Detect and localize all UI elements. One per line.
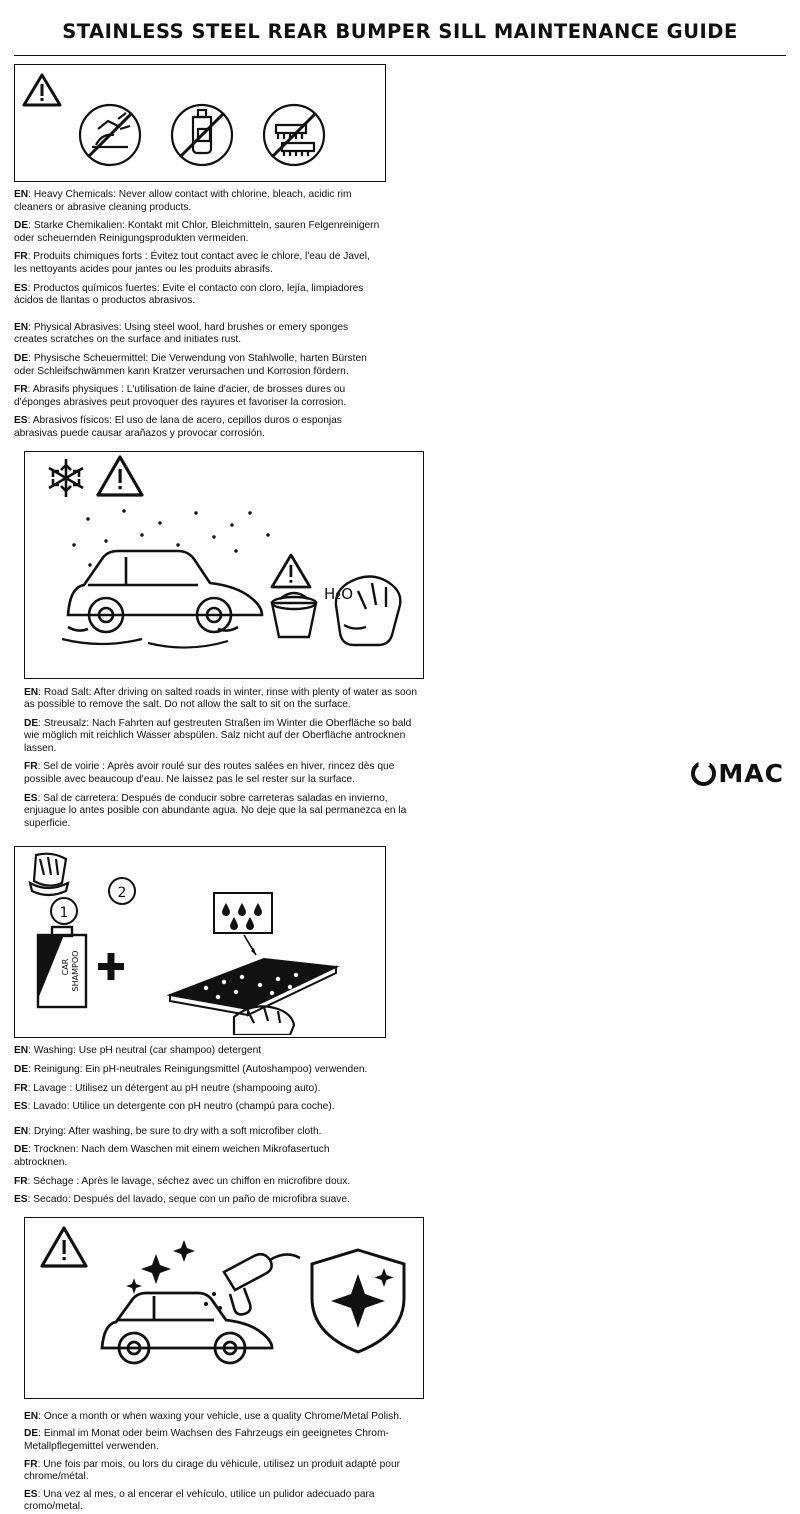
lang-label-fr: FR (14, 1175, 28, 1187)
polish-column (24, 1217, 424, 1514)
lang-label-de: DE (14, 220, 29, 232)
lang-label-de: DE (14, 352, 29, 364)
lang-label-fr: FR (14, 251, 28, 263)
svg-text:CAR: CAR (61, 959, 70, 976)
washing-fr: Lavage : Utilisez un détergent au pH neutre (shampooing auto). (33, 1082, 321, 1094)
road-salt-en: Road Salt: After driving on salted roads in winter, rinse with plenty of water as soon as possible to remove the salt. Do not allow the salt to sit on the surface. (24, 686, 417, 711)
shampoo-bottle-icon (38, 927, 86, 1007)
polish-text: EN: Once a month or when waxing your vehicle, use a quality Chrome/Metal Polish. DE: Einmal im Monat oder beim Wachsen des Fahrzeugs ein geeignetes Chrom-Metallpflegemittel verwenden. FR: Une fois par mois, ou lors du cirage du véhicule, utilisez un produit adapté pour chrome/métal. ES: Una vez al mes, o al encerar el vehículo, utilice un pulidor adecuado para cromo/metal. (24, 1410, 402, 1513)
lang-label-es: ES (14, 282, 28, 294)
washing-es: Lavado: Utilice un detergente con pH neutro (champú para coche). (33, 1101, 335, 1113)
lang-label-en: EN (24, 1410, 39, 1422)
drying-text: EN: Drying: After washing, be sure to dry with a soft microfiber cloth. DE: Trocknen: Nach dem Waschen mit einem weichen Mikrofasertuch abtrocknen. FR: Séchage : Après le lavage, séchez avec un chiffon en microfibre doux. ES: Secado: Después del lavado, seque con un paño de microfibra suave. (14, 1125, 351, 1206)
polisher-icon (224, 1254, 300, 1314)
shield-inner-sparkle-icon (331, 1268, 394, 1328)
lang-label-es: ES (14, 1101, 28, 1113)
microfiber-cloth-icon (30, 854, 68, 895)
lang-label-es: ES (14, 415, 28, 427)
drying-es: Secado: Después del lavado, seque con un paño de microfibra suave. (33, 1194, 350, 1206)
lang-label-de: DE (14, 1064, 29, 1076)
lang-label-es: ES (14, 1194, 28, 1206)
heavy-chemicals-illustration (14, 64, 386, 182)
lang-label-de: DE (14, 1144, 29, 1156)
road-salt-fr: Sel de voirie : Après avoir roulé sur des routes salées en hiver, rincez dès que possible avec beaucoup d'eau. Ne laissez pas le sel rester sur la surface. (24, 761, 395, 786)
water-bucket-icon (272, 593, 316, 637)
page-title: STAINLESS STEEL REAR BUMPER SILL MAINTENANCE GUIDE (62, 20, 738, 43)
lang-label-es: ES (24, 1488, 38, 1500)
svg-text:1: 1 (59, 905, 69, 922)
polish-fr: Une fois par mois, ou lors du cirage du véhicule, utilisez un produit adapté pour chrome/métal. (24, 1458, 401, 1483)
sparkle-icon (126, 1240, 195, 1294)
left-column (14, 64, 386, 451)
washing-en: Washing: Use pH neutral (car shampoo) detergent (33, 1045, 262, 1057)
heavy-chemicals-de: Starke Chemikalien: Kontakt mit Chlor, Bleichmitteln, sauren Felgenreinigern oder scheuernden Reinigungsprodukten vermeiden. (14, 220, 380, 244)
lang-label-en: EN (14, 321, 29, 333)
polish-es: Una vez al mes, o al encerar el vehículo, utilice un pulidor adecuado para cromo/metal. (24, 1488, 375, 1513)
heavy-chemicals-text: EN: Heavy Chemicals: Never allow contact with chlorine, bleach, acidic rim cleaners or abrasive cleaning products. DE: Starke Chemikalien: Kontakt mit Chlor, Bleichmitteln, sauren Felgenreinigern oder scheuernden Reinigungsprodukten vermeiden. FR: Produits chimiques forts : Évitez tout contact avec le chlore, l'eau de Javel, les nettoyants acides pour jantes ou les produits abrasifs. ES: Productos químicos fuertes: Evite el contacto con cloro, lejía, limpiadores ácidos de llantas o productos abrasivos. (14, 189, 380, 307)
heavy-chemicals-es: Productos químicos fuertes: Evite el contacto con cloro, lejía, limpiadores ácidos de llantas o productos abrasivos. (14, 282, 364, 307)
content-grid (14, 64, 786, 840)
lang-label-fr: FR (24, 1458, 38, 1470)
bottom-grid (14, 846, 786, 1514)
car-polish-icon (102, 1293, 272, 1363)
heavy-chemicals-en: Heavy Chemicals: Never allow contact with chlorine, bleach, acidic rim cleaners or abrasive cleaning products. (14, 189, 352, 213)
washing-de: Reinigung: Ein pH-neutrales Reinigungsmittel (Autoshampoo) verwenden. (33, 1064, 368, 1076)
polish-de: Einmal im Monat oder beim Wachsen des Fahrzeugs ein geeignetes Chrom-Metallpflegemittel verwenden. (24, 1428, 389, 1452)
drying-de: Trocknen: Nach dem Waschen mit einem weichen Mikrofasertuch abtrocknen. (14, 1144, 330, 1168)
road-salt-de: Streusalz: Nach Fahrten auf gestreuten Straßen im Winter die Oberfläche so bald wie möglich mit reichlich Wasser abspülen. Salz nicht auf der Oberfläche antrocknen lassen. (24, 717, 412, 754)
step-1-badge (51, 898, 77, 924)
h2o-label: H₂O (324, 584, 354, 603)
physical-abrasives-de: Physische Scheuermittel: Die Verwendung von Stahlwolle, harten Bürsten oder Schleifschwämmen kann Kratzer verursachen und Korrosion fördern. (14, 352, 367, 377)
lang-label-en: EN (14, 1125, 29, 1137)
physical-abrasives-text: EN: Physical Abrasives: Using steel wool, hard brushes or emery sponges creates scratches on the surface and initiates rust. DE: Physische Scheuermittel: Die Verwendung von Stahlwolle, harten Bürsten oder Schleifschwämmen kann Kratzer verursachen und Korrosion fördern. FR: Abrasifs physiques : L'utilisation de laine d'acier, de brosses dures ou d'éponges abrasives peut provoquer des rayures et favoriser la corrosion. ES: Abrasivos físicos: El uso de lana de acero, cepillos duros o esponjas abrasivas puede causar arañazos y provocar corrosión. (14, 321, 367, 439)
lang-label-de: DE (24, 1428, 39, 1440)
washing-text: EN: Washing: Use pH neutral (car shampoo) detergent DE: Reinigung: Ein pH-neutrales Reinigungsmittel (Autoshampoo) verwenden. FR: Lavage : Utilisez un détergent au pH neutre (shampooing auto). ES: Lavado: Utilice un detergente con pH neutro (champú para coche). (14, 1045, 368, 1113)
svg-text:2: 2 (117, 885, 127, 902)
lang-label-fr: FR (14, 384, 28, 396)
lang-label-en: EN (14, 189, 29, 200)
lang-label-de: DE (24, 717, 39, 729)
plus-icon (98, 953, 124, 980)
right-column (24, 451, 424, 841)
title-divider (14, 55, 786, 56)
omac-logo-o-icon (691, 761, 716, 786)
drying-fr: Séchage : Après le lavage, séchez avec un chiffon en microfibre doux. (33, 1175, 351, 1187)
heavy-chemicals-fr: Produits chimiques forts : Évitez tout contact avec le chlore, l'eau de Javel, les nettoyants acides pour jantes ou les produits abrasifs. (14, 251, 370, 275)
omac-logo (691, 759, 784, 788)
lang-label-fr: FR (14, 1082, 28, 1094)
washing-column (14, 846, 386, 1216)
road-salt-illustration (24, 451, 424, 679)
snowflake-icon (49, 459, 83, 497)
omac-logo-text: MAC (718, 759, 784, 788)
svg-text:SHAMPOO: SHAMPOO (71, 950, 80, 992)
lang-label-es: ES (24, 792, 38, 804)
water-drops-icon (214, 893, 272, 955)
polish-illustration (24, 1217, 424, 1399)
drying-en: Drying: After washing, be sure to dry with a soft microfiber cloth. (33, 1125, 322, 1137)
physical-abrasives-fr: Abrasifs physiques : L'utilisation de laine d'acier, de brosses dures ou d'éponges abrasives peut provoquer des rayures et favoriser la corrosion. (14, 384, 347, 408)
physical-abrasives-en: Physical Abrasives: Using steel wool, hard brushes or emery sponges creates scratches on the surface and initiates rust. (14, 321, 349, 346)
hand-wipe-icon (234, 1007, 294, 1036)
lang-label-fr: FR (24, 761, 38, 773)
road-salt-es: Sal de carretera: Después de conducir sobre carreteras saladas en invierno, enjuague lo antes posible con abundante agua. No deje que la sal permanezca en la superficie. (24, 792, 407, 829)
road-salt-text: EN: Road Salt: After driving on salted roads in winter, rinse with plenty of water as soon as possible to remove the salt. Do not allow the salt to sit on the surface. DE: Streusalz: Nach Fahrten auf gestreuten Straßen im Winter die Oberfläche so bald wie möglich mit reichlich Wasser abspülen. Salz nicht auf der Oberfläche antrocknen lassen. FR: Sel de voirie : Après avoir roulé sur des routes salées en hiver, rincez dès que possible avec beaucoup d'eau. Ne laissez pas le sel rester sur la surface. ES: Sal de carretera: Después de conducir sobre carreteras saladas en invierno, enjuague lo antes posible con abundante agua. No deje que la sal permanezca en la superficie. (24, 686, 417, 829)
step-2-badge (109, 878, 135, 904)
physical-abrasives-es: Abrasivos físicos: El uso de lana de acero, cepillos duros o esponjas abrasivas puede causar arañazos y provocar corrosión. (14, 415, 342, 439)
lang-label-en: EN (24, 686, 39, 698)
polish-en: Once a month or when waxing your vehicle, use a quality Chrome/Metal Polish. (43, 1410, 402, 1422)
lang-label-en: EN (14, 1045, 29, 1057)
washing-illustration (14, 846, 386, 1038)
car-icon (68, 551, 262, 632)
